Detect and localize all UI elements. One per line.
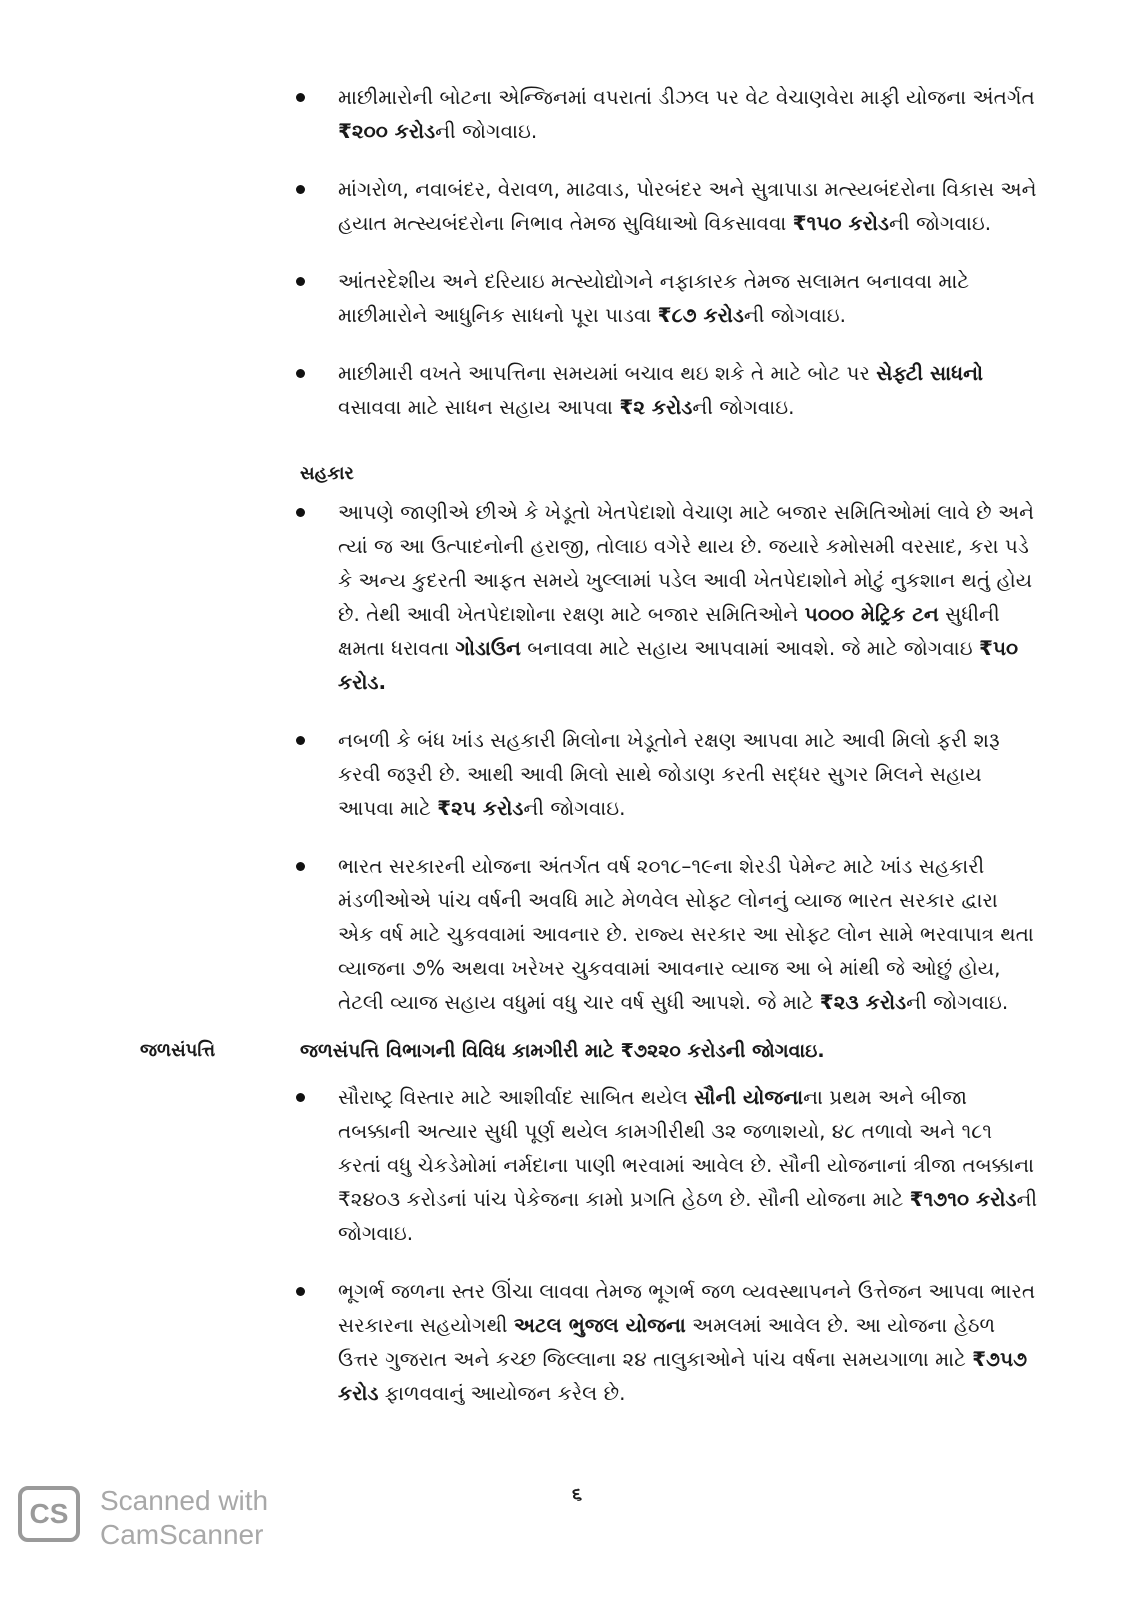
bullet-dot [296, 1287, 305, 1296]
cooperation-bullet-list [0, 495, 1129, 1043]
water-dept-allocation-line: જળસંપત્તિ વિભાગની વિવિધ કામગીરી માટે ₹૭૨૨૦ કરોડની જોગવાઇ. [300, 1040, 825, 1062]
watermark-line-2: CamScanner [100, 1519, 264, 1550]
list-item: ભારત સરકારની યોજના અંતર્ગત વર્ષ ૨૦૧૮–૧૯ના શેરડી પેમેન્ટ માટે ખાંડ સહકારી મંડળીઓએ પાંચ વર્ષની અવધિ માટે મેળવેલ સોફ્ટ લોનનું વ્યાજ ભારત સરકાર દ્વારા એક વર્ષ માટે ચુકવવામાં આવનાર છે. રાજ્ય સરકાર આ સોફ્ટ લોન સામે ભરવાપાત્ર થતા વ્યાજના ૭% અથવા ખરેખર ચુકવવામાં આવનાર વ્યાજ આ બે માંથી જે ઓછું હોય, તેટલી વ્યાજ સહાય વધુમાં વધુ ચાર વર્ષ સુધી આપશે. જે માટે ₹૨૩ કરોડની જોગવાઇ. [0, 849, 1038, 1019]
watermark-line-1: Scanned with [100, 1485, 269, 1516]
bullet-dot [296, 736, 305, 745]
bullet-dot [296, 185, 305, 194]
bullet-dot [296, 508, 305, 517]
section-heading-sahkar: સહકાર [300, 463, 354, 484]
list-item: આપણે જાણીએ છીએ કે ખેડૂતો ખેતપેદાશો વેચાણ માટે બજાર સમિતિઓમાં લાવે છે અને ત્યાં જ આ ઉત્પાદનોની હરાજી, તોલાઇ વગેરે થાય છે. જયારે કમોસમી વરસાદ, કરા પડે કે અન્ય કુદરતી આફત સમયે ખુલ્લામાં પડેલ આવી ખેતપેદાશોને મોટું નુકશાન થતું હોય છે. તેથી આવી ખેતપેદાશોના રક્ષણ માટે બજાર સમિતિઓને ૫૦૦૦ મેટ્રિક ટન સુધીની ક્ષમતા ધરાવતા ગોડાઉન બનાવવા માટે સહાય આપવામાં આવશે. જે માટે જોગવાઇ ₹૫૦ કરોડ. [0, 495, 1038, 699]
fisheries-bullet-list [0, 80, 1129, 448]
bullet-dot [296, 93, 305, 102]
camscanner-logo: CS [18, 1486, 80, 1542]
list-item: માછીમારોની બોટના એન્જિનમાં વપરાતાં ડીઝલ પર વેટ વેચાણવેરા માફી યોજના અંતર્ગત ₹૨૦૦ કરોડની જોગવાઇ. [0, 80, 1038, 148]
bullet-dot [296, 277, 305, 286]
bullet-dot [296, 862, 305, 871]
list-item: નબળી કે બંધ ખાંડ સહકારી મિલોના ખેડૂતોને રક્ષણ આપવા માટે આવી મિલો ફરી શરૂ કરવી જરૂરી છે. આથી આવી મિલો સાથે જોડાણ કરતી સદ્ધર સુગર મિલને સહાય આપવા માટે ₹૨૫ કરોડની જોગવાઇ. [0, 723, 1038, 825]
bullet-dot [296, 1093, 305, 1102]
list-item: આંતરદેશીય અને દરિયાઇ મત્સ્યોદ્યોગને નફાકારક તેમજ સલામત બનાવવા માટે માછીમારોને આધુનિક સાધનો પૂરા પાડવા ₹૮૭ કરોડની જોગવાઇ. [0, 264, 1038, 332]
list-item: ભૂગર્ભ જળના સ્તર ઊંચા લાવવા તેમજ ભૂગર્ભ જળ વ્યવસ્થાપનને ઉત્તેજન આપવા ભારત સરકારના સહયોગથી અટલ ભુજલ યોજના અમલમાં આવેલ છે. આ યોજના હેઠળ ઉત્તર ગુજરાત અને કચ્છ જિલ્લાના ૨૪ તાલુકાઓને પાંચ વર્ષના સમયગાળા માટે ₹૭૫૭ કરોડ ફાળવવાનું આયોજન કરેલ છે. [0, 1274, 1038, 1410]
list-item: માંગરોળ, નવાબંદર, વેરાવળ, માઢવાડ, પોરબંદર અને સુત્રાપાડા મત્સ્યબંદરોના વિકાસ અને હયાત મત્સ્યબંદરોના નિભાવ તેમજ સુવિધાઓ વિકસાવવા ₹૧૫૦ કરોડની જોગવાઇ. [0, 172, 1038, 240]
list-item: માછીમારી વખતે આપત્તિના સમયમાં બચાવ થઇ શકે તે માટે બોટ પર સેફ્ટી સાધનો વસાવવા માટે સાધન સહાય આપવા ₹૨ કરોડની જોગવાઇ. [0, 356, 1038, 424]
page-number: ૬ [572, 1484, 583, 1505]
water-bullet-list [0, 1080, 1129, 1434]
bullet-dot [296, 369, 305, 378]
scanner-watermark [100, 1484, 268, 1552]
list-item: સૌરાષ્ટ્ર વિસ્તાર માટે આશીર્વાદ સાબિત થયેલ સૌની યોજનાના પ્રથમ અને બીજા તબક્કાની અત્યાર સુધી પૂર્ણ થયેલ કામગીરીથી ૩૨ જળાશયો, ૪૮ તળાવો અને ૧૮૧ કરતાં વધુ ચેકડેમોમાં નર્મદાના પાણી ભરવામાં આવેલ છે. સૌની યોજનાનાં ત્રીજા તબક્કાના ₹૨૪૦૩ કરોડનાં પાંચ પેકેજના કામો પ્રગતિ હેઠળ છે. સૌની યોજના માટે ₹૧૭૧૦ કરોડની જોગવાઇ. [0, 1080, 1038, 1250]
side-label-water-resources: જળસંપત્તિ [140, 1040, 216, 1061]
